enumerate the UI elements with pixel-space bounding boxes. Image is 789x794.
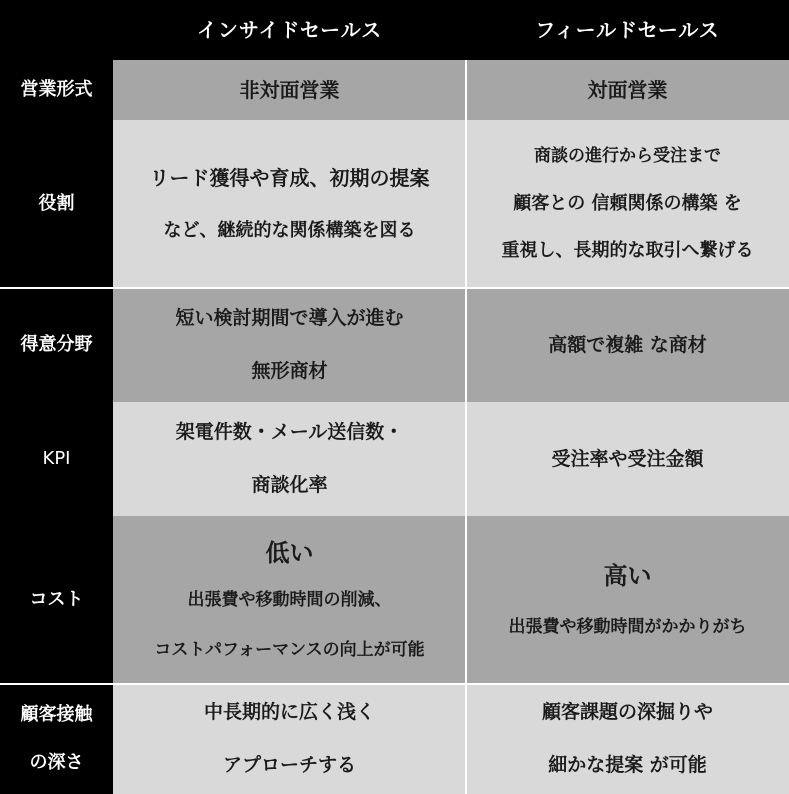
cell-text: 細かな提案 が可能 <box>548 754 707 776</box>
cell-text: 受注率や受注金額 <box>551 447 704 470</box>
cell-text: 対面営業 <box>587 78 668 102</box>
row-label-role <box>0 120 113 288</box>
header-inside-sales <box>113 0 466 60</box>
cell-text: など、継続的な関係構築を図る <box>163 220 416 242</box>
inside-sales-contact-depth <box>113 684 466 794</box>
cell-text-emphasis: 高い <box>603 562 652 591</box>
cell-text: 中長期的に広く浅く <box>203 701 375 724</box>
field-sales-format <box>466 60 789 120</box>
row-label-text: 得意分野 <box>20 334 93 356</box>
row-label-sales-format <box>0 60 113 120</box>
field-sales-kpi <box>466 402 789 516</box>
row-label-specialty <box>0 288 113 402</box>
header-field-sales <box>466 0 789 60</box>
cell-text: 架電件数・メール送信数・ <box>175 421 404 444</box>
header-inside-sales-label: インサイドセールス <box>196 18 383 42</box>
inside-sales-kpi <box>113 402 466 516</box>
cell-text-emphasis: 低い <box>265 539 314 568</box>
row-label-text: 営業形式 <box>20 79 93 101</box>
cell-text: リード獲得や育成、初期の提案 <box>149 166 430 191</box>
cell-text: 商談化率 <box>251 474 328 496</box>
cell-text: 重視し、長期的な取引へ繋げる <box>501 240 754 262</box>
inside-sales-role <box>113 120 466 288</box>
header-field-sales-label: フィールドセールス <box>535 18 720 42</box>
header-corner <box>0 0 113 60</box>
field-sales-specialty <box>466 288 789 402</box>
cell-text: 無形商材 <box>251 360 328 382</box>
field-sales-cost <box>466 516 789 684</box>
row-label-text: KPI <box>42 448 71 470</box>
cell-text: 商談の進行から受注まで <box>534 146 721 167</box>
cell-text: 顧客課題の深掘りや <box>541 701 713 724</box>
cell-text: 高額で複雑 な商材 <box>548 333 707 356</box>
row-label-text: の深さ <box>29 752 84 773</box>
inside-sales-cost <box>113 516 466 684</box>
row-label-text: 顧客接触 <box>20 704 93 726</box>
cell-text: アプローチする <box>222 754 356 776</box>
row-divider <box>0 683 789 685</box>
field-sales-role <box>466 120 789 288</box>
field-sales-contact-depth <box>466 684 789 794</box>
row-label-text: コスト <box>29 589 84 611</box>
cell-text: コストパフォーマンスの向上が可能 <box>154 640 425 661</box>
cell-text: 出張費や移動時間の削減、 <box>187 590 392 610</box>
inside-sales-format <box>113 60 466 120</box>
row-divider <box>0 287 789 289</box>
cell-text: 出張費や移動時間がかかりがち <box>508 617 747 638</box>
cell-text: 顧客との 信頼関係の構築 を <box>513 192 742 214</box>
cell-text: 非対面営業 <box>239 78 340 102</box>
cell-text: 短い検討期間で導入が進む <box>175 307 404 330</box>
row-label-cost <box>0 516 113 684</box>
inside-sales-specialty <box>113 288 466 402</box>
row-label-kpi <box>0 402 113 516</box>
row-label-text: 役割 <box>38 193 75 215</box>
row-label-contact-depth <box>0 684 113 794</box>
